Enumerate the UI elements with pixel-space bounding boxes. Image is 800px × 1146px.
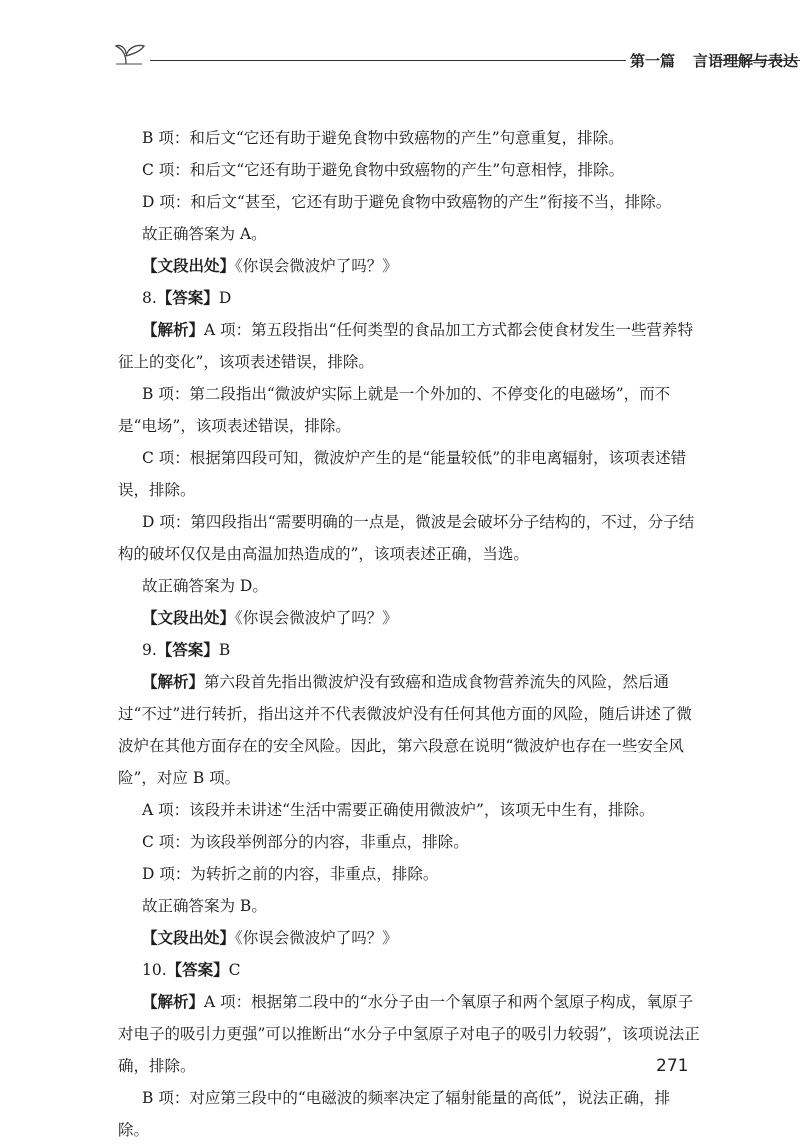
paragraph-text: 故正确答案为 D。	[142, 577, 268, 595]
paragraph	[142, 186, 700, 218]
paragraph-text: A 项：根据第二段中的“水分子由一个氧原子和两个氢原子构成，氧原子对电子的吸引力更强”可以推断出“水分子中氢原子对电子的吸引力较弱”，该项说法正确，排除。	[118, 993, 700, 1075]
paragraph	[142, 218, 700, 250]
paragraph-text: 《你误会微波炉了吗？》	[235, 609, 398, 627]
paragraph	[142, 634, 700, 666]
paragraph-text: C 项：为该段举例部分的内容，非重点，排除。	[142, 833, 469, 851]
section-tag: 【答案】	[166, 961, 229, 979]
paragraph	[142, 890, 700, 922]
question-number: 8.	[142, 289, 157, 307]
paragraph	[142, 570, 700, 602]
sprout-icon	[112, 38, 148, 68]
paragraph	[142, 154, 700, 186]
paragraph	[118, 1082, 700, 1146]
paragraph	[142, 250, 700, 282]
running-header	[112, 38, 799, 78]
paragraph-text: B 项：第二段指出“微波炉实际上就是一个外加的、不停变化的电磁场”，而不是“电场”，该项表述错误，排除。	[118, 385, 671, 435]
section-tag: 【文段出处】	[142, 929, 236, 947]
paragraph-text: C 项：根据第四段可知，微波炉产生的是“能量较低”的非电离辐射，该项表述错误，排除。	[118, 449, 687, 499]
paragraph-text: 第六段首先指出微波炉没有致癌和造成食物营养流失的风险，然后通过“不过”进行转折，指出这并不代表微波炉没有任何其他方面的风险，随后讲述了微波炉在其他方面存在的安全风险。因此，第六段意在说明“微波炉也存在一些安全风险”，对应 B 项。	[118, 673, 692, 787]
paragraph-text: C	[228, 961, 241, 979]
paragraph	[142, 794, 700, 826]
paragraph-text: D	[218, 289, 232, 307]
paragraph-text: 故正确答案为 A。	[142, 225, 267, 243]
header-part: 第一篇	[630, 52, 676, 70]
paragraph-text: A 项：该段并未讲述“生活中需要正确使用微波炉”，该项无中生有，排除。	[142, 801, 655, 819]
section-tag: 【答案】	[156, 289, 219, 307]
section-tag: 【解析】	[142, 673, 205, 691]
paragraph-text: D 项：第四段指出“需要明确的一点是，微波是会破坏分子结构的，不过，分子结构的破坏仅仅是由高温加热造成的”，该项表述正确，当选。	[118, 513, 695, 563]
paragraph	[118, 378, 700, 442]
paragraph-text: B 项：对应第三段中的“电磁波的频率决定了辐射能量的高低”，说法正确，排除。	[118, 1089, 671, 1139]
paragraph	[118, 666, 700, 794]
section-tag: 【答案】	[156, 641, 219, 659]
paragraph-text: 《你误会微波炉了吗？》	[235, 257, 398, 275]
paragraph	[142, 282, 700, 314]
paragraph-text: 《你误会微波炉了吗？》	[235, 929, 398, 947]
section-tag: 【解析】	[142, 321, 205, 339]
paragraph-text: A 项：第五段指出“任何类型的食品加工方式都会使食材发生一些营养特征上的变化”，该项表述错误，排除。	[118, 321, 694, 371]
paragraph-text: 故正确答案为 B。	[142, 897, 267, 915]
page-body	[118, 122, 700, 1146]
paragraph	[142, 122, 700, 154]
section-tag: 【文段出处】	[142, 609, 236, 627]
paragraph-text: B 项：和后文“它还有助于避免食物中致癌物的产生”句意重复，排除。	[142, 129, 624, 147]
section-tag: 【解析】	[142, 993, 205, 1011]
paragraph-text: D 项：和后文“甚至，它还有助于避免食物中致癌物的产生”衔接不当，排除。	[142, 193, 672, 211]
paragraph	[142, 922, 700, 954]
paragraph	[118, 314, 700, 378]
paragraph	[118, 506, 700, 570]
question-number: 10.	[142, 961, 167, 979]
paragraph-text: B	[218, 641, 231, 659]
paragraph	[118, 986, 700, 1082]
paragraph	[142, 858, 700, 890]
paragraph	[142, 954, 700, 986]
section-tag: 【文段出处】	[142, 257, 236, 275]
header-rule-right	[718, 60, 800, 61]
header-section: 言语理解与表达	[693, 52, 799, 70]
paragraph-text: C 项：和后文“它还有助于避免食物中致癌物的产生”句意相悖，排除。	[142, 161, 625, 179]
header-rule-left	[150, 60, 626, 61]
paragraph-text: D 项：为转折之前的内容，非重点，排除。	[142, 865, 439, 883]
paragraph	[142, 602, 700, 634]
paragraph	[118, 442, 700, 506]
page-number: 271	[656, 1056, 689, 1076]
paragraph	[142, 826, 700, 858]
question-number: 9.	[142, 641, 157, 659]
